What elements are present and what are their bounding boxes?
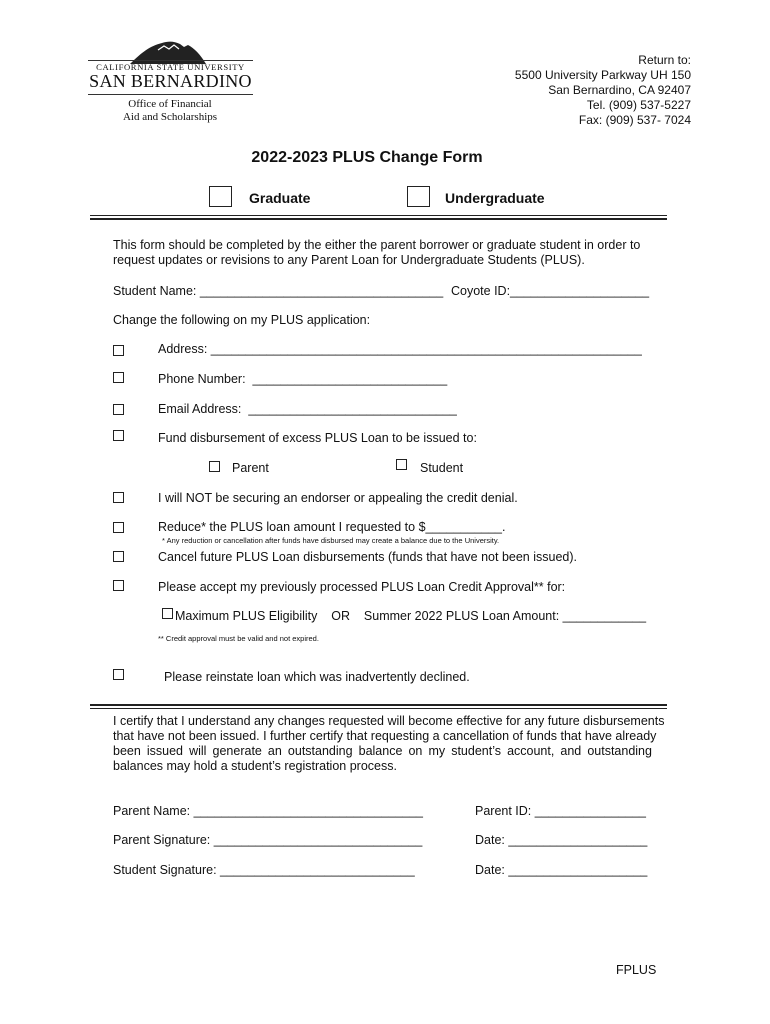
parent-checkbox[interactable] <box>209 461 220 472</box>
reduce-footnote: * Any reduction or cancellation after funds have disbursed may create a balance due to the University. <box>162 536 500 545</box>
logo-university-line: CALIFORNIA STATE UNIVERSITY <box>96 62 245 72</box>
reduce-checkbox[interactable] <box>113 522 124 533</box>
form-code: FPLUS <box>616 963 657 977</box>
section-divider <box>90 218 667 220</box>
logo-divider <box>88 94 253 95</box>
address-field[interactable]: Address: ______________________________________________________________ <box>158 342 642 356</box>
cancel-checkbox[interactable] <box>113 551 124 562</box>
certify-line-1: I certify that I understand any changes requested will become effective for any future disbursements <box>113 714 665 728</box>
accept-credit-checkbox[interactable] <box>113 580 124 591</box>
parent-date-field[interactable]: Date: ____________________ <box>475 833 648 847</box>
parent-label: Parent <box>232 461 269 475</box>
return-street: 5500 University Parkway UH 150 <box>514 68 691 82</box>
logo-divider <box>88 60 253 61</box>
logo-office-line-2: Aid and Scholarships <box>122 111 218 123</box>
student-label: Student <box>420 461 464 475</box>
phone-checkbox[interactable] <box>113 372 124 383</box>
logo-office-line-1: Office of Financial <box>128 98 212 110</box>
max-eligibility-checkbox[interactable] <box>162 608 173 619</box>
change-heading: Change the following on my PLUS application: <box>113 313 371 327</box>
undergraduate-label: Undergraduate <box>445 190 545 206</box>
section-divider <box>90 215 667 216</box>
address-checkbox[interactable] <box>113 345 124 356</box>
endorser-checkbox[interactable] <box>113 492 124 503</box>
intro-line-2: request updates or revisions to any Parent Loan for Undergraduate Students (PLUS). <box>113 253 585 267</box>
certify-line-4: balances may hold a student’s registration process. <box>113 759 397 773</box>
phone-field[interactable]: Phone Number: ____________________________ <box>158 372 448 386</box>
email-checkbox[interactable] <box>113 404 124 415</box>
return-city: San Bernardino, CA 92407 <box>548 83 691 97</box>
student-name-field[interactable]: Student Name: ___________________________________ <box>113 284 444 298</box>
graduate-checkbox[interactable] <box>209 186 232 207</box>
logo-campus-line: SAN BERNARDINO <box>89 71 252 91</box>
student-date-field[interactable]: Date: ____________________ <box>475 863 648 877</box>
parent-id-field[interactable]: Parent ID: ________________ <box>475 804 646 818</box>
form-title: 2022-2023 PLUS Change Form <box>251 149 483 166</box>
cancel-label: Cancel future PLUS Loan disbursements (funds that have not been issued). <box>158 550 578 564</box>
undergraduate-checkbox[interactable] <box>407 186 430 207</box>
certify-line-2: that have not been issued. I further certify that requesting a cancellation of funds that have already <box>113 729 657 743</box>
endorser-label: I will NOT be securing an endorser or appealing the credit denial. <box>158 491 518 505</box>
email-field[interactable]: Email Address: ______________________________ <box>158 402 457 416</box>
accept-credit-label: Please accept my previously processed PLUS Loan Credit Approval** for: <box>158 580 566 594</box>
intro-line-1: This form should be completed by the either the parent borrower or graduate student in order to <box>113 238 641 252</box>
parent-signature-field[interactable]: Parent Signature: ______________________________ <box>113 833 423 847</box>
return-fax: Fax: (909) 537- 7024 <box>578 113 691 127</box>
section-divider <box>90 708 667 709</box>
student-signature-field[interactable]: Student Signature: ____________________________ <box>113 863 415 877</box>
reinstate-label: Please reinstate loan which was inadvertently declined. <box>164 670 470 684</box>
return-to-label: Return to: <box>638 53 691 67</box>
graduate-label: Graduate <box>249 190 311 206</box>
return-address <box>470 53 691 128</box>
section-divider <box>90 704 667 706</box>
return-tel: Tel. (909) 537-5227 <box>586 98 691 112</box>
credit-footnote: ** Credit approval must be valid and not expired. <box>158 634 319 643</box>
student-checkbox[interactable] <box>396 459 407 470</box>
reduce-amount-field[interactable]: Reduce* the PLUS loan amount I requested to $___________. <box>158 520 506 534</box>
certify-line-3: been issued will generate an outstanding balance on my student’s account, and outstanding <box>113 744 652 758</box>
fund-disbursement-label: Fund disbursement of excess PLUS Loan to be issued to: <box>158 431 477 445</box>
reinstate-checkbox[interactable] <box>113 669 124 680</box>
max-eligibility-field[interactable]: Maximum PLUS Eligibility OR Summer 2022 PLUS Loan Amount: ____________ <box>175 609 647 623</box>
coyote-id-field[interactable]: Coyote ID:____________________ <box>451 284 650 298</box>
parent-name-field[interactable]: Parent Name: _________________________________ <box>113 804 424 818</box>
fund-disbursement-checkbox[interactable] <box>113 430 124 441</box>
